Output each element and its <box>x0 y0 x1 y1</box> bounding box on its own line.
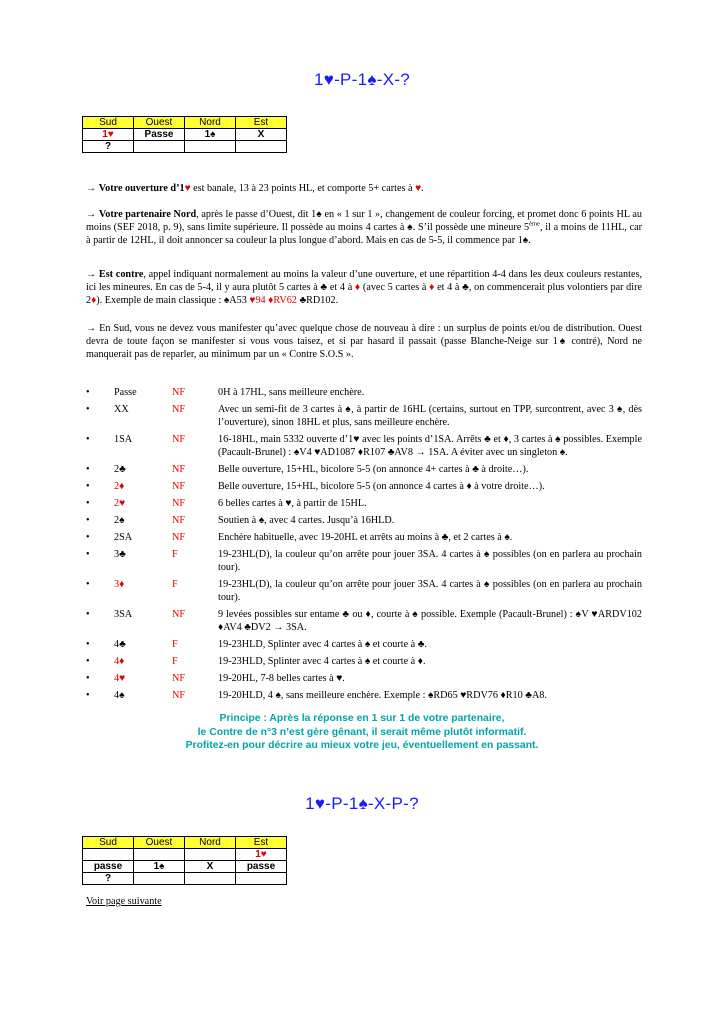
forcing-code: NF <box>172 532 186 543</box>
forcing-code: NF <box>172 481 186 492</box>
paragraph-text: , après le passe d’Ouest, dit 1♠ en « 1 sur 1 », changement de couleur forcing, et promet donc 6 points HL au moins (SEF 2018, p. 9), sans limite supérieure. Il possède au moins 4 cartes à ♠. S’il possède une mineure 5 <box>86 209 643 233</box>
response-item <box>86 548 642 574</box>
bullet-icon: • <box>86 515 90 526</box>
response-item <box>86 403 642 429</box>
forcing-code: NF <box>172 498 186 509</box>
bidding-row <box>83 129 287 141</box>
bullet-icon: • <box>86 434 90 445</box>
header-nord: Nord <box>185 117 236 129</box>
diamond-suit: ♦ <box>429 282 435 293</box>
paragraph-text: , appel indiquant normalement au moins la valeur d’une ouverture, et une répartition 4-4 dans les deux couleurs restantes, ici les mineures. En cas de 5-4, il y aura plutôt 5 cartes à ♣ et 4 à <box>86 269 643 293</box>
paragraph-text: (avec 5 cartes à <box>360 282 430 293</box>
bid-cell: 1♠ <box>134 861 185 873</box>
response-bid: 1SA <box>114 434 133 445</box>
arrow-text: → <box>86 183 99 194</box>
response-item <box>86 386 642 399</box>
bullet-icon: • <box>86 549 90 560</box>
response-bid: 2SA <box>114 532 133 543</box>
diamond-suit: ♦ <box>91 295 97 306</box>
forcing-code: NF <box>172 434 186 445</box>
bidding-header-row <box>83 117 287 129</box>
response-text: 6 belles cartes à ♥, à partir de 15HL. <box>218 498 367 509</box>
diamond-suit: ♦ <box>354 282 361 293</box>
bold-heading: Est contre <box>98 269 144 280</box>
forcing-code: NF <box>172 515 186 526</box>
header-est: Est <box>236 117 287 129</box>
response-text: 0H à 17HL, sans meilleure enchère. <box>218 387 365 398</box>
forcing-code: NF <box>172 404 186 415</box>
bullet-icon: • <box>86 656 90 667</box>
response-bid: Passe <box>114 387 137 398</box>
response-bid: 2♦ <box>114 481 125 492</box>
bullet-icon: • <box>86 579 90 590</box>
response-list <box>86 386 642 706</box>
response-text: 19-20HLD, 4 ♠, sans meilleure enchère. Exemple : ♠RD65 ♥RDV76 ♦R10 ♣A8. <box>218 690 547 701</box>
response-bid: 4♠ <box>114 690 125 701</box>
bidding-table-2 <box>82 836 287 885</box>
forcing-code: F <box>172 656 178 667</box>
bullet-icon: • <box>86 464 90 475</box>
bidding-table-1 <box>82 116 287 153</box>
red-cards: ♥94 ♦RV62 <box>249 295 297 306</box>
response-item <box>86 638 642 651</box>
response-text: 19-23HLD, Splinter avec 4 cartes à ♠ et courte à ♦. <box>218 656 426 667</box>
bullet-icon: • <box>86 481 90 492</box>
forcing-code: NF <box>172 609 186 620</box>
bid-cell: passe <box>83 861 134 873</box>
bid-cell: passe <box>236 861 287 873</box>
paragraph-text: et 4 à ♣, on commencerait plus volontiers par dire 2 <box>86 282 643 306</box>
bullet-icon: • <box>86 673 90 684</box>
response-bid: 2♠ <box>114 515 125 526</box>
header-est: Est <box>236 837 287 849</box>
bidding-row <box>83 849 287 861</box>
bid-cell: X <box>185 861 236 873</box>
principle-line: Profitez-en pour décrire au mieux votre jeu, éventuellement en passant. <box>185 740 539 751</box>
forcing-code: F <box>172 639 178 650</box>
response-bid: 4♥ <box>114 673 126 684</box>
response-text: Avec un semi-fit de 3 cartes à ♠, à partir de 16HL (certains, surtout en TPP, surcontrent, avec 3 ♠, dès l’ouverture), sinon 18HL et plus, sans meilleure enchère. <box>218 404 642 428</box>
paragraph-text: ). Exemple de main classique : ♠A53 <box>96 295 250 306</box>
bid-cell <box>185 873 236 885</box>
page-title: 1♥-P-1♠-X-? <box>313 70 411 89</box>
forcing-code: F <box>172 579 178 590</box>
response-bid: 2♥ <box>114 498 126 509</box>
bold-heading: Votre ouverture d’1 <box>98 183 185 194</box>
header-ouest: Ouest <box>134 837 185 849</box>
paragraph-text: , il a moins de 11HL, car à partir de 12HL, il doit annoncer sa couleur la plus longue d’abord. Mais en cas de 5-5, il commence par 1♠. <box>86 222 643 246</box>
principle-box <box>0 712 724 753</box>
response-text: Enchère habituelle, avec 19-20HL et arrêts au moins à ♣, et 2 cartes à ♠. <box>218 532 513 543</box>
response-bid: XX <box>114 404 129 415</box>
response-bid: 3SA <box>114 609 133 620</box>
bid-cell <box>134 141 185 153</box>
header-nord: Nord <box>185 837 236 849</box>
bold-heading: Votre partenaire Nord <box>98 209 197 220</box>
next-page-link[interactable]: Voir page suivante <box>86 896 162 907</box>
bid-cell <box>236 873 287 885</box>
forcing-code: NF <box>172 673 186 684</box>
bid-cell <box>134 849 185 861</box>
paragraph-partner <box>86 208 642 247</box>
response-text: 9 levées possibles sur entame ♣ ou ♦, courte à ♠ possible. Exemple (Pacault-Brunel) : ♠V ♥ARDV102 ♦AV4 ♣DV2 → 3SA. <box>218 609 642 633</box>
bid-cell <box>134 873 185 885</box>
forcing-code: NF <box>172 464 186 475</box>
bid-cell: X <box>236 129 287 141</box>
forcing-code: F <box>172 549 178 560</box>
response-text: 19-23HL(D), la couleur qu’on arrête pour jouer 3SA. 4 cartes à ♠ possibles (on en parlera au prochain tour). <box>218 579 642 603</box>
bid-cell: 1♥ <box>83 129 134 141</box>
heart-suit: ♥ <box>415 183 422 194</box>
bid-cell: 1♠ <box>185 129 236 141</box>
response-text: 19-20HL, 7-8 belles cartes à ♥. <box>218 673 345 684</box>
header-ouest: Ouest <box>134 117 185 129</box>
response-text: 16-18HL, main 5332 ouverte d’1♥ avec les points d’1SA. Arrêts ♣ et ♦, 3 cartes à ♠ possibles. Exemple (Pacault-Brunel) : ♠V4 ♥AD1087 ♦R107 ♣AV8 → 1SA. A éviter avec un singleton ♠. <box>218 434 642 458</box>
paragraph-text: . <box>421 183 424 194</box>
paragraph-east <box>86 268 642 307</box>
bullet-icon: • <box>86 690 90 701</box>
response-bid: 3♣ <box>114 549 126 560</box>
response-item <box>86 433 642 459</box>
bid-cell: ? <box>83 873 134 885</box>
response-bid: 4♣ <box>114 639 126 650</box>
principle-line: Principe : Après la réponse en 1 sur 1 de votre partenaire, <box>219 713 505 724</box>
response-item <box>86 531 642 544</box>
response-item <box>86 689 642 702</box>
response-item <box>86 497 642 510</box>
response-text: 19-23HL(D), la couleur qu’on arrête pour jouer 3SA. 4 cartes à ♠ possibles (on en parlera au prochain tour). <box>218 549 642 573</box>
bullet-icon: • <box>86 639 90 650</box>
paragraph-text: est banale, 13 à 23 points HL, et comporte 5+ cartes à <box>190 183 416 194</box>
bullet-icon: • <box>86 532 90 543</box>
superscript: ème <box>529 220 540 228</box>
bidding-header-row <box>83 837 287 849</box>
bullet-icon: • <box>86 609 90 620</box>
response-item <box>86 655 642 668</box>
paragraph-text: ♣RD102. <box>296 295 339 306</box>
response-text: Soutien à ♠, avec 4 cartes. Jusqu’à 16HLD. <box>218 515 395 526</box>
bid-cell: ? <box>83 141 134 153</box>
response-item <box>86 578 642 604</box>
principle-line: le Contre de n°3 n’est gère gênant, il serait même plutôt informatif. <box>197 726 527 738</box>
response-item <box>86 463 642 476</box>
bullet-icon: • <box>86 387 90 398</box>
arrow-text: → <box>86 209 99 220</box>
bidding-row <box>83 141 287 153</box>
paragraph-south: → En Sud, vous ne devez vous manifester qu’avec quelque chose de nouveau à dire : un surplus de points et/ou de distribution. Ouest devra de toute façon se manifester si vous vous taisez, et si par hasard il passait (passe Blanche-Neige sur 1♠ contré), Nord ne manquerait pas de reparler, au minimum par un « Contre S.O.S ». <box>86 323 642 360</box>
response-item <box>86 672 642 685</box>
bid-cell <box>185 849 236 861</box>
bidding-row <box>83 861 287 873</box>
bid-cell: 1♥ <box>236 849 287 861</box>
header-sud: Sud <box>83 837 134 849</box>
forcing-code: NF <box>172 690 186 701</box>
bid-cell <box>185 141 236 153</box>
heart-suit: ♥ <box>184 183 191 194</box>
response-text: Belle ouverture, 15+HL, bicolore 5-5 (on annonce 4 cartes à ♦ à votre droite…). <box>218 481 545 492</box>
response-text: 19-23HLD, Splinter avec 4 cartes à ♠ et courte à ♣. <box>218 639 427 650</box>
bullet-icon: • <box>86 498 90 509</box>
response-bid: 4♦ <box>114 656 125 667</box>
response-item <box>86 480 642 493</box>
bid-cell <box>83 849 134 861</box>
paragraph-opening <box>86 182 642 195</box>
arrow-text: → <box>86 269 99 280</box>
section-title: 1♥-P-1♠-X-P-? <box>305 794 419 813</box>
response-bid: 3♦ <box>114 579 125 590</box>
bullet-icon: • <box>86 404 90 415</box>
bid-cell <box>236 141 287 153</box>
forcing-code: NF <box>172 387 186 398</box>
response-text: Belle ouverture, 15+HL, bicolore 5-5 (on annonce 4+ cartes à ♣ à droite…). <box>218 464 529 475</box>
response-bid: 2♣ <box>114 464 126 475</box>
bid-cell: Passe <box>134 129 185 141</box>
response-item <box>86 514 642 527</box>
response-item <box>86 608 642 634</box>
header-sud: Sud <box>83 117 134 129</box>
bidding-row <box>83 873 287 885</box>
